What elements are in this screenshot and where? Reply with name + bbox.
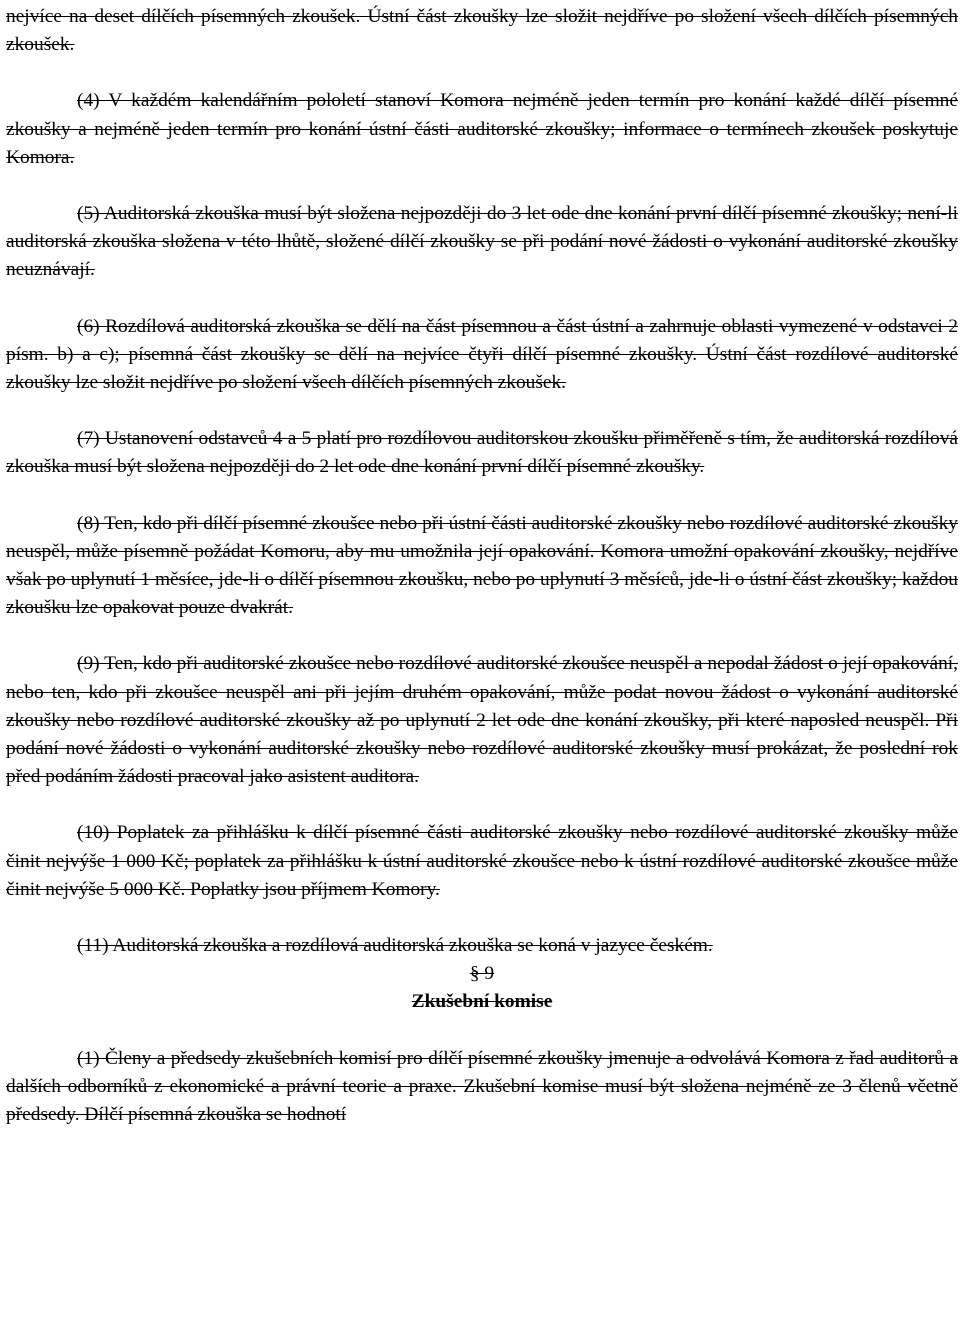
paragraph-5: (5) Auditorská zkouška musí být složena nejpozději do 3 let ode dne konání první dílčí písemné zkoušky; není-li auditorská zkouška složena v této lhůtě, složené dílčí zkoušky se při podání nové žádosti o vykonání auditorské zkoušky neuznávají. [6, 203, 958, 281]
section-title: Zkušební komise [411, 991, 553, 1013]
section-number: § 9 [469, 963, 495, 985]
paragraph-4: (4) V každém kalendářním pololetí stanoví Komora nejméně jeden termín pro konání každé dílčí písemné zkoušky a nejméně jeden termín pro konání ústní části auditorské zkoušky; informace o termínech zkoušek poskytuje Komora. [6, 90, 958, 168]
section-paragraph-1: (1) Členy a předsedy zkušebních komisí pro dílčí písemné zkoušky jmenuje a odvolává Komora z řad auditorů a dalších odborníků z ekonomické a právní teorie a praxe. Zkušební komise musí být složena nejméně ze 3 členů včetně předsedy. Dílčí písemná zkouška se hodnotí [6, 1047, 958, 1126]
paragraph-11: (11) Auditorská zkouška a rozdílová auditorská zkouška se koná v jazyce českém. [77, 935, 713, 957]
paragraph-9: (9) Ten, kdo při auditorské zkoušce nebo rozdílové auditorské zkoušce neuspěl a nepodal žádost o její opakování, nebo ten, kdo při zkoušce neuspěl ani při jejím druhém opakování, může podat novou žádost o vykonání auditorské zkoušky nebo rozdílové auditorské zkoušky až po uplynutí 2 let ode dne konání zkoušky, při které naposled neuspěl. Při podání nové žádosti o vykonání auditorské zkoušky nebo rozdílové auditorské zkoušky musí prokázat, že poslední rok před podáním žádosti pracoval jako asistent auditora. [6, 653, 958, 788]
continuation-paragraph: nejvíce na deset dílčích písemných zkoušek. Ústní část zkoušky lze složit nejdříve po složení všech dílčích písemných zkoušek. [6, 6, 958, 56]
paragraph-7: (7) Ustanovení odstavců 4 a 5 platí pro rozdílovou auditorskou zkoušku přiměřeně s tím, že auditorská rozdílová zkouška musí být složena nejpozději do 2 let ode dne konání první dílčí písemné zkoušky. [6, 428, 958, 478]
paragraph-8: (8) Ten, kdo při dílčí písemné zkoušce nebo při ústní části auditorské zkoušky nebo rozdílové auditorské zkoušky neuspěl, může písemně požádat Komoru, aby mu umožnila její opakování. Komora umožní opakování zkoušky, nejdříve však po uplynutí 1 měsíce, jde-li o dílčí písemnou zkoušku, nebo po uplynutí 3 měsíců, jde-li o ústní část zkoušky; každou zkoušku lze opakovat pouze dvakrát. [6, 512, 958, 619]
document-page [6, 0, 958, 1129]
paragraph-6: (6) Rozdílová auditorská zkouška se dělí na část písemnou a část ústní a zahrnuje oblasti vymezené v odstavci 2 písm. b) a c); písemná část zkoušky se dělí na nejvíce čtyři dílčí písemné zkoušky. Ústní část rozdílové auditorské zkoušky lze složit nejdříve po složení všech dílčích písemných zkoušek. [6, 315, 958, 394]
paragraph-10: (10) Poplatek za přihlášku k dílčí písemné části auditorské zkoušky nebo rozdílové auditorské zkoušky může činit nejvýše 1 000 Kč; poplatek za přihlášku k ústní auditorské zkoušce nebo k ústní rozdílové auditorské zkoušce může činit nejvýše 5 000 Kč. Poplatky jsou příjmem Komory. [6, 822, 958, 900]
